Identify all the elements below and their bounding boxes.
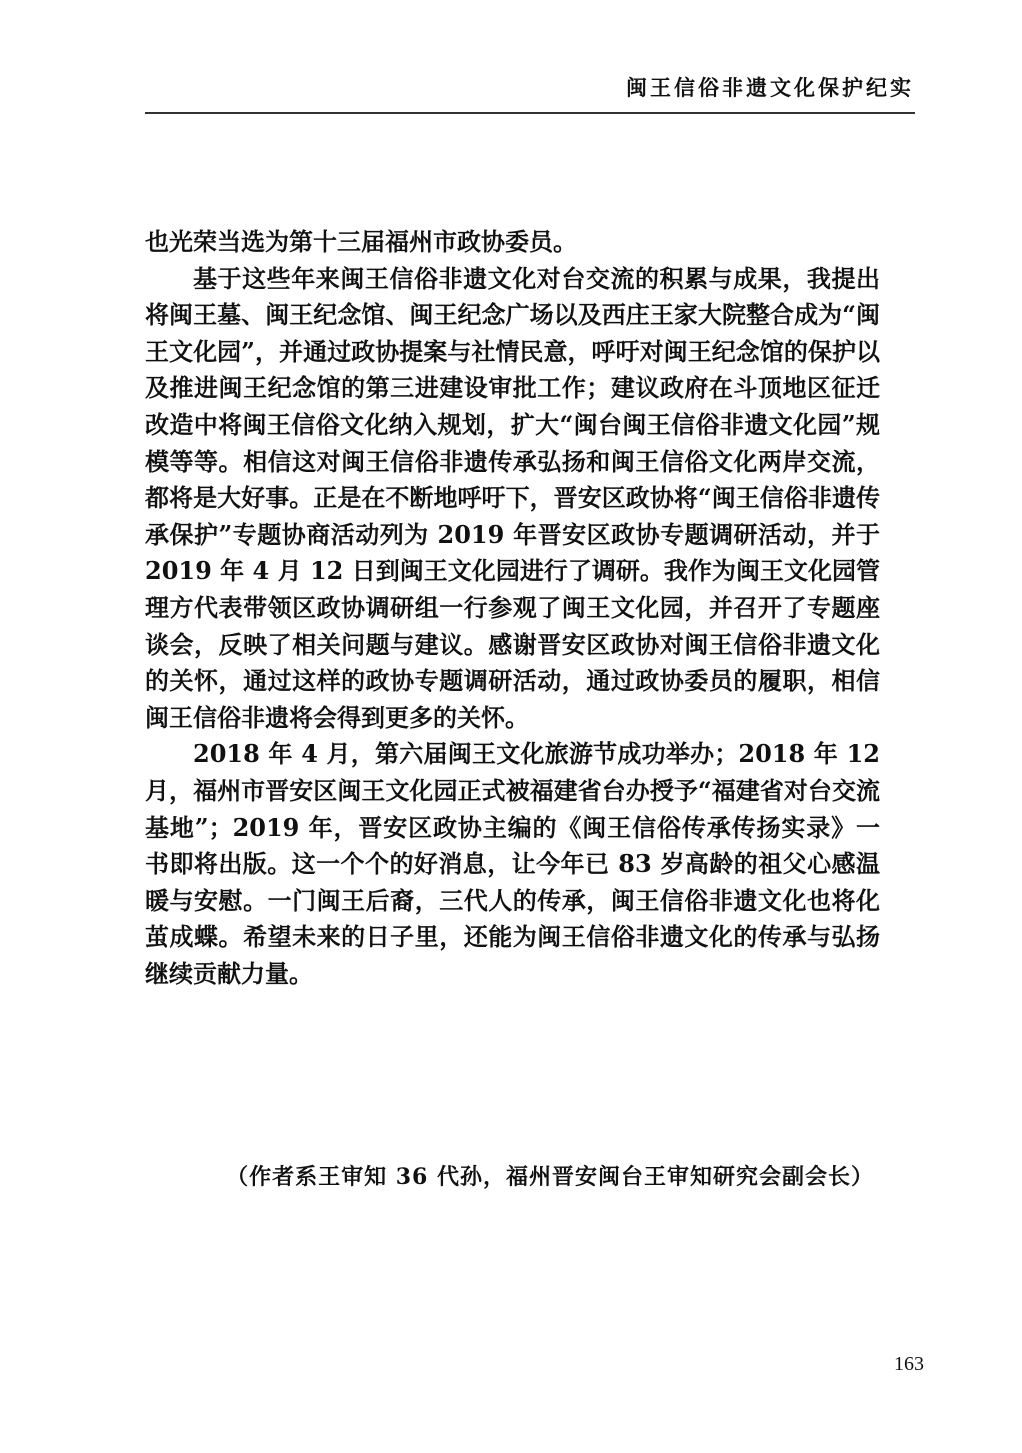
header-rule (145, 112, 915, 114)
running-header-title: 闽王信俗非遗文化保护纪实 (626, 75, 914, 100)
author-note: （作者系王审知 36 代孙，福州晋安闽台王审知研究会副会长） (226, 1164, 874, 1190)
paragraph-recent-news: 2018 年 4 月，第六届闽王文化旅游节成功举办；2018 年 12 月，福州市晋安区闽王文化园正式被福建省台办授予“福建省对台交流基地”；2019 年，晋安区政协主编的《闽王信俗传承传扬实录》一书即将出版。这一个个的好消息，让今年已 83 岁高龄的祖父心感温暖与安慰。一门闽王后裔，三代人的传承，闽王信俗非遗文化也将化茧成蝶。希望未来的日子里，还能为闽王信俗非遗文化的传承与弘扬继续贡献力量。 (145, 739, 880, 988)
body-text (145, 224, 880, 992)
paragraph-continuation: 也光荣当选为第十三届福州市政协委员。 (145, 227, 577, 256)
page-number: 163 (894, 1353, 924, 1375)
paragraph-exchange-achievements: 基于这些年来闽王信俗非遗文化对台交流的积累与成果，我提出将闽王墓、闽王纪念馆、闽王纪念广场以及西庄王家大院整合成为“闽王文化园”，并通过政协提案与社情民意，呼吁对闽王纪念馆的保护以及推进闽王纪念馆的第三进建设审批工作；建议政府在斗顶地区征迁改造中将闽王信俗文化纳入规划，扩大“闽台闽王信俗非遗文化园”规模等等。相信这对闽王信俗非遗传承弘扬和闽王信俗文化两岸交流，都将是大好事。正是在不断地呼吁下，晋安区政协将“闽王信俗非遗传承保护”专题协商活动列为 2019 年晋安区政协专题调研活动，并于 2019 年 4 月 12 日到闽王文化园进行了调研。我作为闽王文化园管理方代表带领区政协调研组一行参观了闽王文化园，并召开了专题座谈会，反映了相关问题与建议。感谢晋安区政协对闽王信俗非遗文化的关怀，通过这样的政协专题调研活动，通过政协委员的履职，相信闽王信俗非遗将会得到更多的关怀。 (145, 263, 880, 732)
